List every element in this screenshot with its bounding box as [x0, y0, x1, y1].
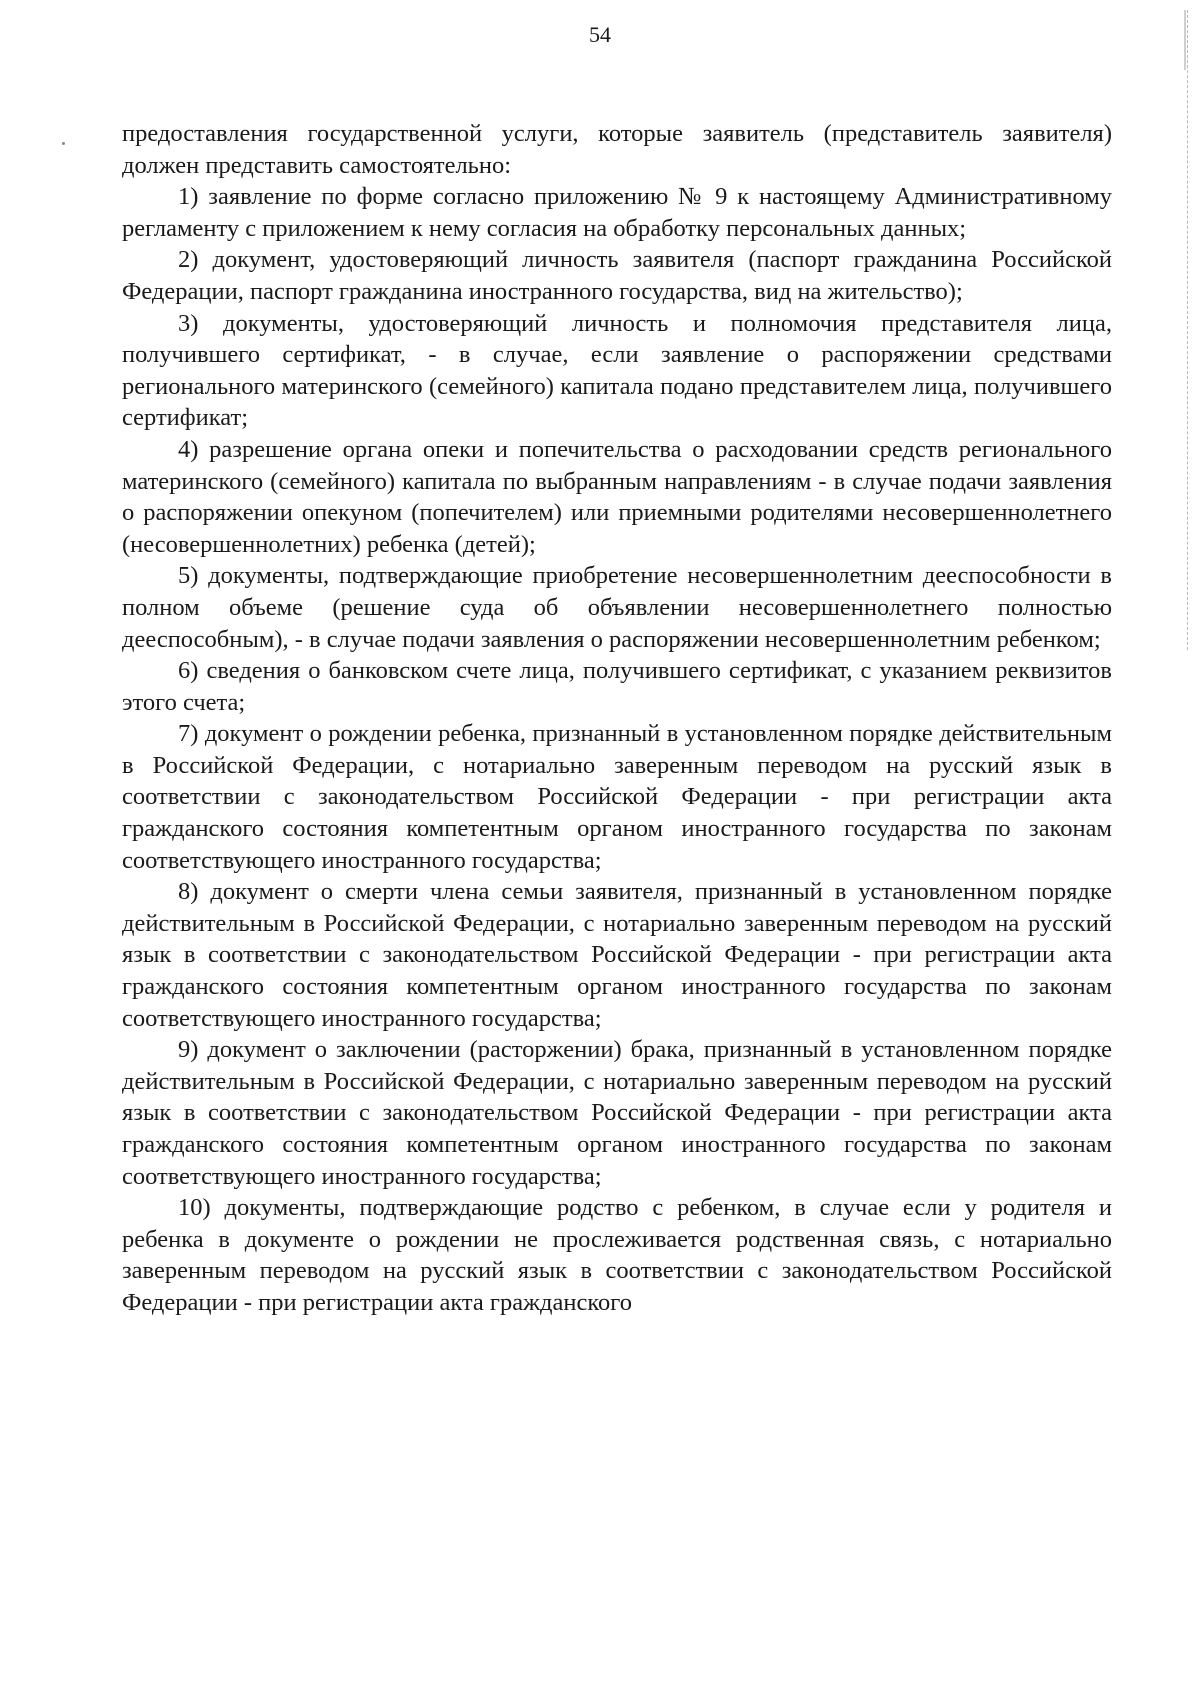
scan-speck [62, 142, 65, 145]
document-body [122, 118, 1112, 1319]
page-number: 54 [589, 22, 611, 47]
list-item: 3) документы, удостоверяющий личность и полномочия представителя лица, получившего сертификат, - в случае, если заявление о распоряжении средствами регионального материнского (семейного) капитала подано представителем лица, получившего сертификат; [122, 309, 1112, 432]
list-item: 2) документ, удостоверяющий личность заявителя (паспорт гражданина Российской Федерации, паспорт гражданина иностранного государства, вид на жительство); [122, 246, 1112, 305]
list-item: 1) заявление по форме согласно приложению № 9 к настоящему Административному регламенту с приложением к нему согласия на обработку персональных данных; [122, 183, 1112, 242]
list-item: 4) разрешение органа опеки и попечительства о расходовании средств регионального материнского (семейного) капитала по выбранным направлениям - в случае подачи заявления о распоряжении опекуном (попечителем) или приемными родителями несовершеннолетнего (несовершеннолетних) ребенка (детей); [122, 435, 1112, 558]
scan-edge-line [1187, 10, 1188, 650]
list-item: 9) документ о заключении (расторжении) брака, признанный в установленном порядке действительным в Российской Федерации, с нотариально заверенным переводом на русский язык в соответствии с законодательством Российской Федерации - при регистрации акта гражданского состояния компетентным органом иностранного государства по законам соответствующего иностранного государства; [122, 1036, 1112, 1190]
list-item: 7) документ о рождении ребенка, признанный в установленном порядке действительным в Российской Федерации, с нотариально заверенным переводом на русский язык в соответствии с законодательством Российской Федерации - при регистрации акта гражданского состояния компетентным органом иностранного государства по законам соответствующего иностранного государства; [122, 720, 1112, 874]
list-item: 5) документы, подтверждающие приобретение несовершеннолетним дееспособности в полном объеме (решение суда об объявлении несовершеннолетнего полностью дееспособным), - в случае подачи заявления о распоряжении несовершеннолетним ребенком; [122, 562, 1112, 653]
paragraph-continuation: предоставления государственной услуги, которые заявитель (представитель заявителя) должен представить самостоятельно: [122, 120, 1112, 179]
list-item: 10) документы, подтверждающие родство с ребенком, в случае если у родителя и ребенка в документе о рождении не прослеживается родственная связь, с нотариально заверенным переводом на русский язык в соответствии с законодательством Российской Федерации - при регистрации акта гражданского [122, 1194, 1112, 1316]
list-item: 6) сведения о банковском счете лица, получившего сертификат, с указанием реквизитов этого счета; [122, 657, 1112, 716]
list-item: 8) документ о смерти члена семьи заявителя, признанный в установленном порядке действительным в Российской Федерации, с нотариально заверенным переводом на русский язык в соответствии с законодательством Российской Федерации - при регистрации акта гражданского состояния компетентным органом иностранного государства по законам соответствующего иностранного государства; [122, 878, 1112, 1032]
